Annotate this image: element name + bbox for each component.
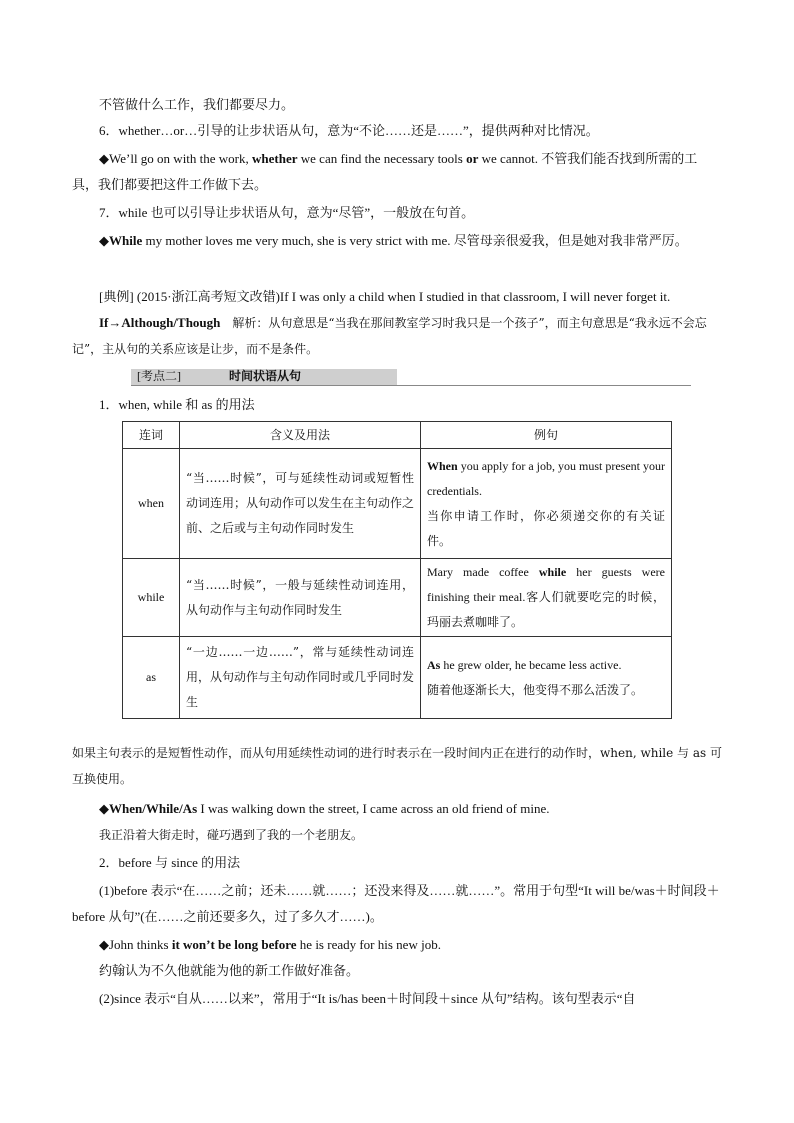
- rule-7-heading: 7．while 也可以引导让步状语从句，意为“尽管”，一般放在句首。: [99, 205, 475, 220]
- section-title: 时间状语从句: [229, 369, 302, 383]
- table-header-conj: 连词: [123, 422, 180, 449]
- before-usage: (1)before 表示“在……之前；还未……就……；还没来得及……就……”。常用于句型“It will be/was＋时间段＋before 从句”(在……之前还要多久，过了多久才……)。: [72, 883, 720, 924]
- table-cell-conj: while: [123, 559, 180, 637]
- since-usage: (2)since 表示“自从……以来”，常用于“It is/has been＋时间段＋since 从句”结构。该句型表示“自: [99, 991, 636, 1006]
- typical-example-analysis: If→Although/Though 解析：从句意思是“当我在那间教室学习时我只是一个孩子”，而主句意思是“我永远不会忘记”，主从句的关系应该是让步，而不是条件。: [72, 315, 707, 356]
- table-cell-conj: when: [123, 449, 180, 559]
- interchange-note: 如果主句表示的是短暂性动作，而从句用延续性动词的进行时表示在一段时间内正在进行的动作时，when, while 与 as 可互换使用。: [72, 746, 722, 786]
- table-cell-example: As he grew older, he became less active. 随着他逐渐长大，他变得不那么活泼了。: [421, 637, 672, 719]
- subheading-before-since: 2．before 与 since 的用法: [99, 855, 241, 870]
- table-row: [123, 559, 672, 637]
- example-when-while-as-translation: 我正沿着大街走时，碰巧遇到了我的一个老朋友。: [99, 828, 364, 842]
- section-underline: [131, 385, 691, 386]
- paragraph-line-1: 不管做什么工作，我们都要尽力。: [99, 97, 295, 112]
- example-when-while-as: ◆When/While/As I was walking down the street, I came across an old friend of mine.: [99, 801, 550, 816]
- table-cell-usage: “当……时候”，可与延续性动词或短暂性动词连用；从句动作可以发生在主句动作之前、之后或与主句动作同时发生: [180, 449, 421, 559]
- typical-example: [典例] (2015·浙江高考短文改错)If I was only a child when I studied in that classroom, I will never forget it.: [99, 289, 671, 304]
- example-before: ◆John thinks it won’t be long before he is ready for his new job.: [99, 937, 441, 952]
- table-cell-example: When you apply for a job, you must present your credentials. 当你申请工作时，你必须递交你的有关证件。: [421, 449, 672, 559]
- table-cell-usage: “当……时候”，一般与延续性动词连用，从句动作与主句动作同时发生: [180, 559, 421, 637]
- section-tag: [考点二]: [137, 369, 181, 383]
- table-header-row: [123, 422, 672, 449]
- conjunction-table: [122, 421, 672, 719]
- subheading-when-while-as: 1．when, while 和 as 的用法: [99, 397, 255, 412]
- section-header: [131, 367, 691, 386]
- example-while-concession: ◆While my mother loves me very much, she is very strict with me. 尽管母亲很爱我，但是她对我非常严厉。: [99, 233, 688, 248]
- rule-6-heading: 6．whether…or…引导的让步状语从句，意为“不论……还是……”，提供两种对比情况。: [99, 123, 599, 138]
- example-before-translation: 约翰认为不久他就能为他的新工作做好准备。: [99, 963, 360, 978]
- table-cell-conj: as: [123, 637, 180, 719]
- table-header-example: 例句: [421, 422, 672, 449]
- table-row: [123, 637, 672, 719]
- example-whether-or: ◆We’ll go on with the work, whether we can find the necessary tools or we cannot. 不管我们能否找到所需的工具，我们都要把这件工作做下去。: [72, 151, 698, 192]
- table-header-usage: 含义及用法: [180, 422, 421, 449]
- table-row: [123, 449, 672, 559]
- table-cell-usage: “一边……一边……”，常与延续性动词连用，从句动作与主句动作同时或几乎同时发生: [180, 637, 421, 719]
- table-cell-example: Mary made coffee while her guests were finishing their meal.客人们就要吃完的时候，玛丽去煮咖啡了。: [421, 559, 672, 637]
